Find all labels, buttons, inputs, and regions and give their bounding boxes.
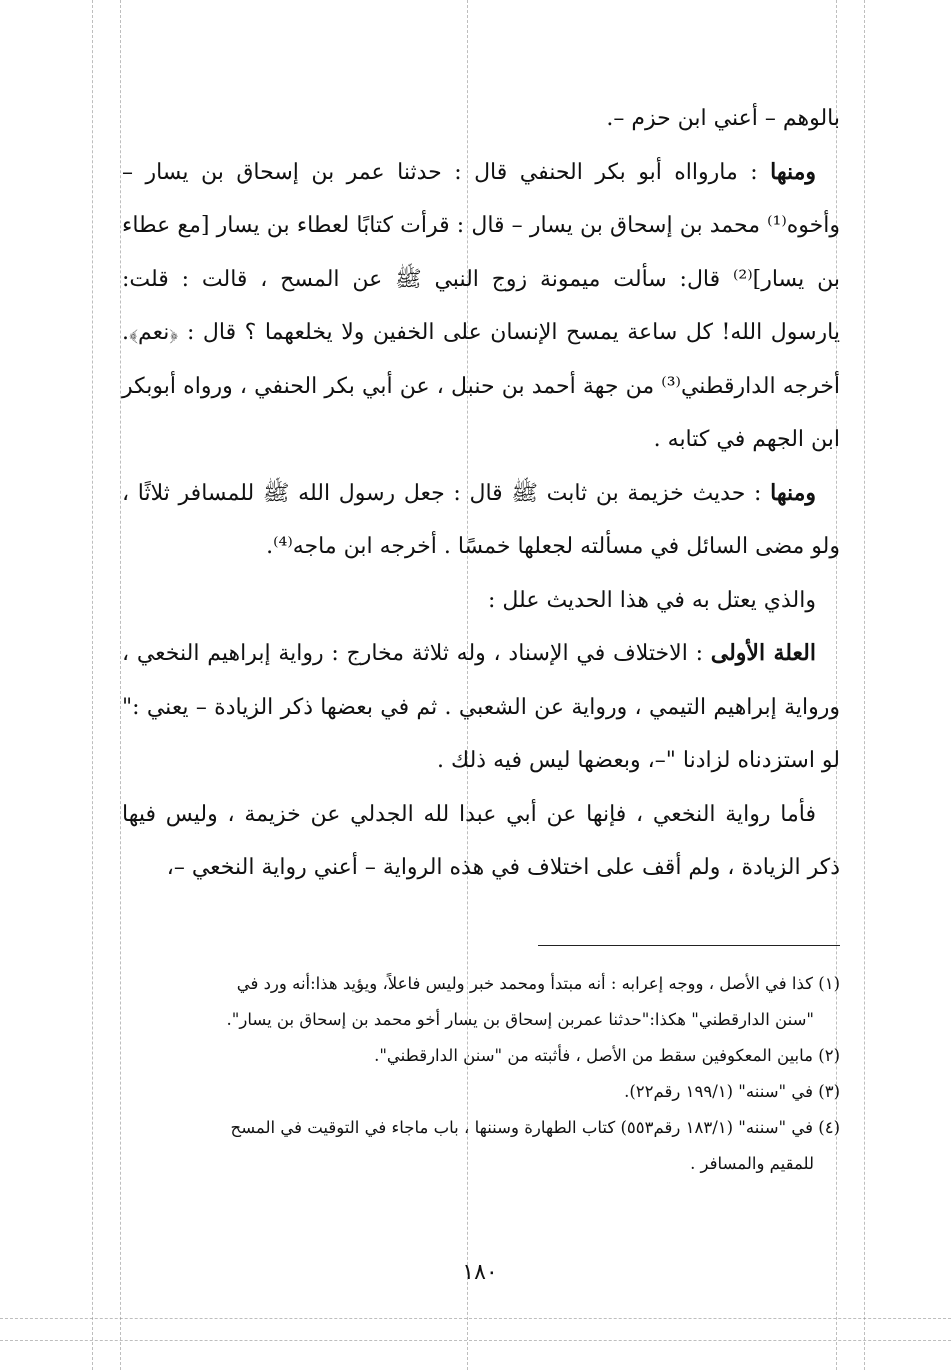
footnote-continuation: للمقيم والمسافر .	[690, 1154, 814, 1173]
scan-guide-line	[0, 1318, 951, 1319]
paragraph-text: : ماروااه أبو بكر الحنفي قال : حدثنا عمر بن إسحاق بن يسار – وأخوه⁽¹⁾ محمد بن إسحاق بن يسار – قال : قرأت كتابًا لعطاء بن يسار [مع عطاء بن يسار]⁽²⁾ قال: سألت ميمونة زوج النبي ﷺ عن المسح ، قالت : قلت: يارسول الله! كل ساعة يمسح الإنسان على الخفين ولا يخلعهما ؟ قال : ﴿نعم﴾. أخرجه الدارقطني⁽³⁾ من جهة أحمد بن حنبل ، عن أبي بكر الحنفي ، ورواه أبوبكر ابن الجهم في كتابه .	[122, 159, 840, 452]
paragraph-text: : الاختلاف في الإسناد ، وله ثلاثة مخارج : رواية إبراهيم النخعي ، ورواية إبراهيم التيمي ، ورواية عن الشعبي . ثم في بعضها ذكر الزيادة – يعني :" لو استزدناه لزادنا "–، وبعضها ليس فيه ذلك .	[122, 641, 840, 773]
paragraph	[122, 788, 840, 895]
paragraph-text: : حديث خزيمة بن ثابت ﷺ قال : جعل رسول الله ﷺ للمسافر ثلاثًا ، ولو مضى السائل في مسألته لجعلها خمسًا . أخرجه ابن ماجه⁽⁴⁾.	[122, 480, 840, 559]
page-number: ١٨٠	[462, 1260, 498, 1285]
scan-guide-line	[864, 0, 865, 1370]
footnote: (٤) في "سننه" (١٨٣/١ رقم٥٥٣) كتاب الطهارة وسننها ، باب ماجاء في التوقيت في المسح	[230, 1118, 840, 1137]
footnote-continuation: "سنن الدارقطني" هكذا:"حدثنا عمربن إسحاق بن يسار أخو محمد بن إسحاق بن يسار".	[226, 1010, 814, 1029]
footnote: (٣) في "سننه" (١٩٩/١ رقم٢٢).	[624, 1082, 840, 1101]
paragraph	[122, 146, 840, 467]
scan-guide-line	[92, 0, 93, 1370]
scan-guide-line	[120, 0, 121, 1370]
paragraph-text: بالوهم – أعني ابن حزم –.	[606, 106, 840, 131]
paragraph	[122, 574, 840, 628]
paragraph-text: والذي يعتل به في هذا الحديث علل :	[487, 587, 816, 613]
paragraph	[122, 467, 840, 574]
footnote: (١) كذا في الأصل ، ووجه إعرابه : أنه مبتدأ ومحمد خبر وليس فاعلاً، ويؤيد هذا:أنه ورد في	[236, 974, 840, 993]
footnotes	[122, 966, 840, 1182]
paragraph	[122, 92, 840, 146]
main-text	[122, 92, 840, 895]
paragraph	[122, 627, 840, 788]
footnote-separator	[538, 945, 840, 946]
footnote: (٢) مابين المعكوفين سقط من الأصل ، فأثبته من "سنن الدارقطني".	[374, 1046, 840, 1065]
scan-guide-line	[0, 1340, 951, 1341]
paragraph-lead: ومنها	[770, 479, 816, 506]
paragraph-text: فأما رواية النخعي ، فإنها عن أبي عبدا لله الجدلي عن خزيمة ، وليس فيها ذكر الزيادة ، ولم أقف على اختلاف في هذه الرواية – أعني رواية النخعي –،	[122, 801, 840, 880]
paragraph-lead: ومنها	[770, 158, 816, 185]
paragraph-lead: العلة الأولى	[710, 640, 816, 666]
